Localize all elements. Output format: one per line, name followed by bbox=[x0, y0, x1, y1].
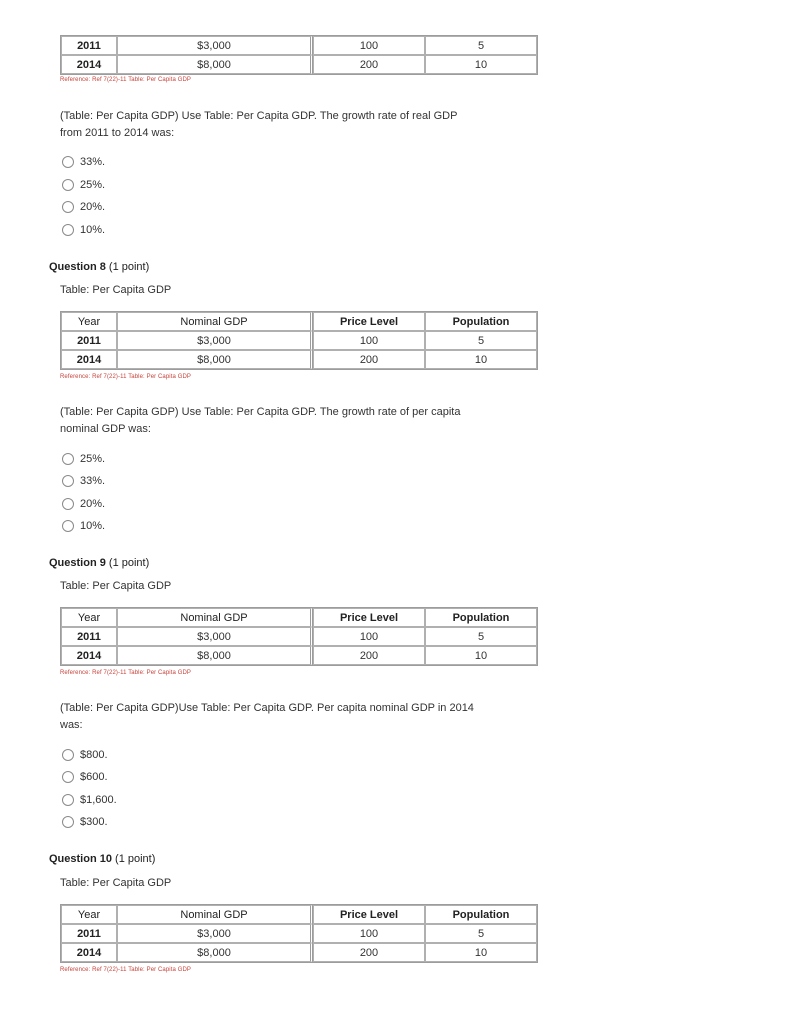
price-level-cell: 100 bbox=[313, 924, 425, 943]
year-cell: 2014 bbox=[61, 350, 117, 369]
year-cell: 2011 bbox=[61, 331, 117, 350]
year-cell: 2014 bbox=[61, 943, 117, 962]
header-cell: Nominal GDP bbox=[117, 312, 313, 331]
radio-button[interactable] bbox=[62, 520, 74, 532]
q10-data-table bbox=[60, 904, 538, 963]
population-cell: 5 bbox=[425, 627, 537, 646]
question-prompt: (Table: Per Capita GDP) Use Table: Per Capita GDP. The growth rate of real GDP from 2011 to 2014 was: bbox=[60, 110, 458, 139]
question-prompt: (Table: Per Capita GDP) Use Table: Per Capita GDP. The growth rate of per capita nominal GDP was: bbox=[60, 406, 461, 435]
radio-button[interactable] bbox=[62, 816, 74, 828]
price-level-cell: 100 bbox=[313, 36, 425, 55]
header-cell: Price Level bbox=[313, 608, 425, 627]
radio-button[interactable] bbox=[62, 794, 74, 806]
table-reference: Reference: Ref 7(22)-11 Table: Per Capita GDP bbox=[60, 670, 192, 676]
header-cell: Year bbox=[61, 905, 117, 924]
radio-button[interactable] bbox=[62, 498, 74, 510]
population-cell: 10 bbox=[425, 646, 537, 665]
radio-button[interactable] bbox=[62, 201, 74, 213]
radio-button[interactable] bbox=[62, 475, 74, 487]
header-cell: Population bbox=[425, 312, 537, 331]
table-row bbox=[61, 627, 537, 646]
radio-button[interactable] bbox=[62, 156, 74, 168]
radio-button[interactable] bbox=[62, 179, 74, 191]
price-level-cell: 100 bbox=[313, 331, 425, 350]
table-reference: Reference: Ref 7(22)-11 Table: Per Capita GDP bbox=[60, 77, 192, 83]
header-cell: Nominal GDP bbox=[117, 905, 313, 924]
population-cell: 10 bbox=[425, 350, 537, 369]
table-row bbox=[61, 331, 537, 350]
header-cell: Year bbox=[61, 608, 117, 627]
year-cell: 2011 bbox=[61, 627, 117, 646]
question-prompt: (Table: Per Capita GDP)Use Table: Per Capita GDP. Per capita nominal GDP in 2014 was: bbox=[60, 702, 474, 731]
price-level-cell: 200 bbox=[313, 350, 425, 369]
table-header-row bbox=[61, 608, 537, 627]
header-cell: Population bbox=[425, 608, 537, 627]
price-level-cell: 200 bbox=[313, 646, 425, 665]
header-cell: Price Level bbox=[313, 312, 425, 331]
nominal-gdp-cell: $3,000 bbox=[117, 331, 313, 350]
table-row bbox=[61, 924, 537, 943]
header-cell: Population bbox=[425, 905, 537, 924]
year-cell: 2014 bbox=[61, 55, 117, 74]
year-cell: 2014 bbox=[61, 646, 117, 665]
price-level-cell: 200 bbox=[313, 943, 425, 962]
population-cell: 10 bbox=[425, 55, 537, 74]
table-title: Table: Per Capita GDP bbox=[60, 877, 172, 889]
table-title: Table: Per Capita GDP bbox=[60, 580, 172, 592]
nominal-gdp-cell: $3,000 bbox=[117, 924, 313, 943]
population-cell: 10 bbox=[425, 943, 537, 962]
nominal-gdp-cell: $8,000 bbox=[117, 943, 313, 962]
table-reference: Reference: Ref 7(22)-11 Table: Per Capita GDP bbox=[60, 374, 192, 380]
table-row bbox=[61, 943, 537, 962]
question-header: Question 10 (1 point) bbox=[49, 853, 156, 865]
nominal-gdp-cell: $3,000 bbox=[117, 36, 313, 55]
nominal-gdp-cell: $3,000 bbox=[117, 627, 313, 646]
radio-button[interactable] bbox=[62, 224, 74, 236]
population-cell: 5 bbox=[425, 36, 537, 55]
table-row bbox=[61, 36, 537, 55]
q8-data-table bbox=[60, 311, 538, 370]
table-row bbox=[61, 55, 537, 74]
nominal-gdp-cell: $8,000 bbox=[117, 55, 313, 74]
table-reference: Reference: Ref 7(22)-11 Table: Per Capita GDP bbox=[60, 967, 192, 973]
price-level-cell: 100 bbox=[313, 627, 425, 646]
table-header-row bbox=[61, 312, 537, 331]
population-cell: 5 bbox=[425, 924, 537, 943]
radio-button[interactable] bbox=[62, 749, 74, 761]
header-cell: Year bbox=[61, 312, 117, 331]
population-cell: 5 bbox=[425, 331, 537, 350]
nominal-gdp-cell: $8,000 bbox=[117, 350, 313, 369]
radio-button[interactable] bbox=[62, 771, 74, 783]
q7-data-table bbox=[60, 35, 538, 75]
price-level-cell: 200 bbox=[313, 55, 425, 74]
header-cell: Price Level bbox=[313, 905, 425, 924]
nominal-gdp-cell: $8,000 bbox=[117, 646, 313, 665]
year-cell: 2011 bbox=[61, 36, 117, 55]
question-header: Question 8 (1 point) bbox=[49, 261, 150, 273]
header-cell: Nominal GDP bbox=[117, 608, 313, 627]
table-title: Table: Per Capita GDP bbox=[60, 284, 172, 296]
table-header-row bbox=[61, 905, 537, 924]
table-row bbox=[61, 350, 537, 369]
radio-button[interactable] bbox=[62, 453, 74, 465]
q9-data-table bbox=[60, 607, 538, 666]
year-cell: 2011 bbox=[61, 924, 117, 943]
question-header: Question 9 (1 point) bbox=[49, 557, 150, 569]
table-row bbox=[61, 646, 537, 665]
